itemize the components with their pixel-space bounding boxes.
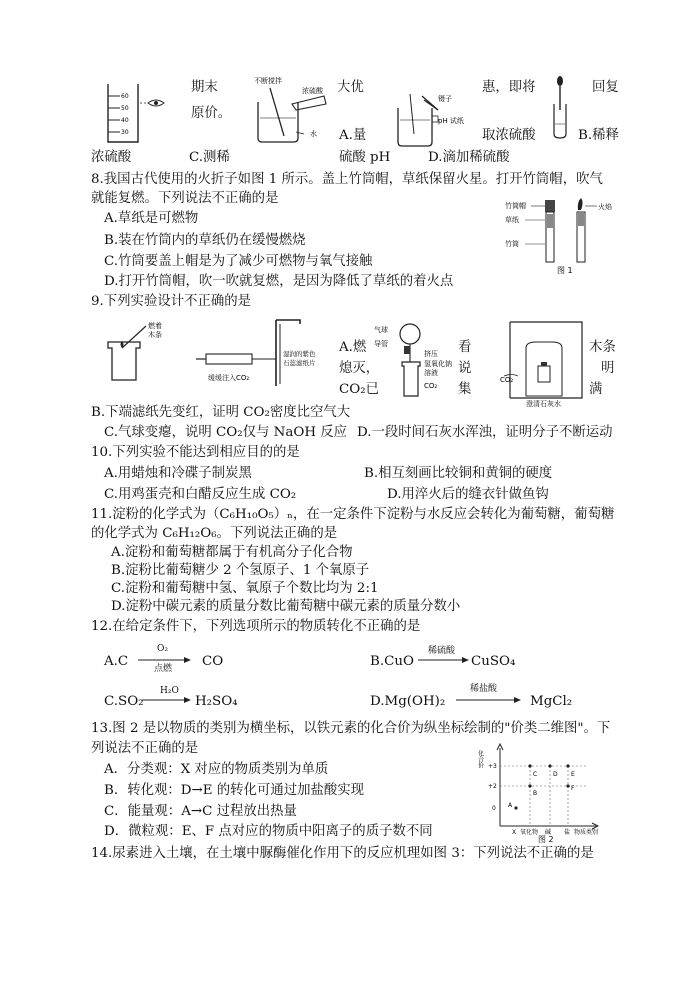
- point-b: B: [533, 790, 538, 797]
- q12-b-reactant: B.CuO: [370, 654, 414, 669]
- q7-option-b: B.稀释: [578, 128, 619, 143]
- q10-stem: 10.下列实验不能达到相应目的的是: [91, 445, 300, 460]
- q14-stem: 14.尿素进入土壤，在土壤中脲酶催化作用下的反应机理如图 3：下列说法不正确的是: [91, 846, 594, 861]
- q9-frag-a2: 熄灭，: [339, 361, 380, 376]
- water-label: 水: [310, 130, 317, 138]
- q9-frag-y1: 木条: [589, 340, 616, 355]
- q7-line2-c: C.测稀: [189, 150, 230, 165]
- balloon-naoh-figure: [374, 318, 458, 400]
- q12-a-arrow: [138, 656, 192, 664]
- q9-frag-a1: A.燃: [339, 340, 367, 355]
- q7-option-a: A.量: [339, 128, 367, 143]
- q7-fragment-5: 回复: [592, 80, 619, 95]
- q10-option-d: D.用淬火后的缝衣针做鱼钩: [387, 487, 549, 502]
- cyl-tick-50: 50: [121, 105, 129, 112]
- y-axis-title: 化合价: [476, 750, 484, 768]
- cyl-tick-60: 60: [121, 93, 129, 100]
- q12-c-reactant: C.SO₂: [104, 694, 144, 709]
- figure-2-caption: 图 2: [538, 835, 554, 844]
- q9-frag-x2: 说: [458, 361, 472, 376]
- q11-option-b: B.淀粉比葡萄糖少 2 个氢原子、1 个氧原子: [111, 563, 370, 578]
- limewater-diffusion-figure: [496, 318, 588, 408]
- co2-label-balloon: CO₂: [424, 382, 438, 390]
- ph-test-figure: [392, 90, 467, 148]
- q12-d-condition-top: 稀盐酸: [470, 684, 498, 694]
- q7-fragment-3: 大优: [337, 80, 364, 95]
- point-c: C: [533, 771, 538, 778]
- naoh-label-1: 氢氧化钠: [424, 360, 452, 368]
- q12-c-condition-top: H₂O: [160, 686, 179, 696]
- q8-option-c: C.竹筒要盖上帽是为了减少可燃物与氧气接触: [104, 254, 373, 269]
- q12-d-product: MgCl₂: [530, 694, 573, 709]
- flame-label: 火焰: [598, 203, 612, 211]
- q12-a-product: CO: [202, 654, 224, 669]
- q7-line2-d: D.滴加稀硫酸: [428, 150, 510, 165]
- syringe-litmus-figure: [196, 318, 336, 388]
- q8-option-d: D.打开竹筒帽，吹一吹就复燃，是因为降低了草纸的着火点: [104, 274, 454, 289]
- q12-b-condition-top: 稀硫酸: [428, 646, 456, 656]
- q8-option-a: A.草纸是可燃物: [104, 211, 199, 226]
- q7-fragment-4: 惠，即将: [482, 80, 536, 95]
- x-label-oxide: 氧化物: [520, 829, 539, 836]
- graduated-cylinder-figure: [100, 78, 175, 144]
- dropper-figure: [550, 74, 574, 140]
- q10-option-a: A.用蜡烛和冷碟子制炭黑: [104, 466, 252, 481]
- ph-paper-label: pH 试纸: [438, 117, 464, 125]
- q7-option-a-tail: 取浓硫酸: [482, 128, 536, 143]
- q10-option-c: C.用鸡蛋壳和白醋反应生成 CO₂: [104, 487, 297, 502]
- point-a: A: [508, 802, 513, 809]
- q13-stem-line1: 13.图 2 是以物质的类别为横坐标，以铁元素的化合价为纵坐标绘制的"价类二维图"。下: [91, 721, 611, 736]
- co2-label-box: CO₂: [500, 376, 514, 384]
- q9-option-d: D.一段时间石灰水浑浊，证明分子不断运动: [357, 425, 613, 440]
- q12-b-product: CuSO₄: [471, 654, 516, 669]
- tube-pipe-label: 导管: [374, 340, 388, 348]
- bottle-splint-figure: [100, 318, 180, 384]
- splint-label-2: 木条: [148, 331, 162, 339]
- q7-fragment-2: 原价。: [191, 106, 232, 121]
- squeeze-label: 挤压: [424, 350, 438, 358]
- q13-option-b: B．转化观：D→E 的转化可通过加盐酸实现: [104, 783, 365, 798]
- cap-label: 竹筒帽: [505, 202, 526, 210]
- figure-1-caption: 图 1: [557, 266, 573, 275]
- acid-label: 浓硫酸: [302, 87, 323, 95]
- q12-b-arrow: [418, 656, 470, 664]
- q9-frag-x3: 集: [458, 382, 472, 397]
- q9-stem: 9.下列实验设计不正确的是: [91, 294, 252, 309]
- paper-label: 草纸: [505, 216, 519, 224]
- q12-a-condition-bottom: 点燃: [154, 664, 173, 674]
- q7-line2-a: 浓硫酸: [91, 150, 132, 165]
- limewater-label: 澄清石灰水: [526, 400, 561, 408]
- y-tick-plus3: +3: [488, 763, 497, 770]
- q9-option-c: C.气球变瘪，说明 CO₂仅与 NaOH 反应: [104, 425, 348, 440]
- q11-stem-line2: 的化学式为 C₆H₁₂O₆。下列说法正确的是: [91, 526, 338, 541]
- q12-a-condition-top: O₂: [157, 644, 168, 654]
- q13-option-c: C．能量观：A→C 过程放出热量: [104, 804, 297, 819]
- q8-stem-line2: 就能复燃。下列说法不正确的是: [91, 191, 279, 206]
- naoh-label-2: 溶液: [424, 369, 438, 377]
- q9-frag-y3: 满: [589, 382, 603, 397]
- q12-a-reactant: A.C: [104, 654, 129, 669]
- point-f: F: [571, 785, 575, 792]
- x-label-base: 碱: [545, 829, 552, 836]
- cyl-tick-40: 40: [121, 117, 129, 124]
- valence-class-chart: [478, 742, 608, 842]
- x-label-x: X: [512, 829, 517, 836]
- q12-d-arrow: [456, 696, 522, 704]
- tube-label: 竹筒: [505, 240, 519, 248]
- q11-option-a: A.淀粉和葡萄糖都属于有机高分子化合物: [111, 545, 353, 560]
- inject-label: 缓缓注入CO₂: [208, 374, 250, 382]
- y-tick-zero: 0: [492, 805, 496, 812]
- q12-c-arrow: [142, 696, 192, 704]
- q11-option-c: C.淀粉和葡萄糖中氢、氧原子个数比均为 2:1: [111, 581, 379, 596]
- q9-frag-y2: 明: [601, 361, 615, 376]
- q11-option-d: D.淀粉中碳元素的质量分数比葡萄糖中碳元素的质量分数小: [111, 599, 461, 614]
- balloon-label: 气球: [374, 326, 388, 334]
- tweezers-label: 镊子: [438, 95, 452, 103]
- q9-frag-a3: CO₂已: [339, 382, 379, 397]
- y-tick-plus2: +2: [488, 783, 497, 790]
- q13-option-a: A．分类观：X 对应的物质类别为单质: [104, 762, 329, 777]
- q12-c-product: H₂SO₄: [195, 694, 238, 709]
- x-label-salt: 盐: [564, 829, 571, 836]
- point-e: E: [571, 771, 575, 778]
- q8-stem-line1: 8.我国古代使用的火折子如图 1 所示。盖上竹筒帽，草纸保留火星。打开竹筒帽，吹气: [91, 172, 603, 187]
- q12-stem: 12.在给定条件下，下列选项所示的物质转化不正确的是: [91, 619, 421, 634]
- q7-fragment-1: 期末: [191, 80, 218, 95]
- q13-stem-line2: 列说法不正确的是: [91, 741, 199, 756]
- q7-line2-c-tail: 硫酸 pH: [339, 150, 391, 165]
- q8-option-b: B.装在竹筒内的草纸仍在缓慢燃烧: [104, 233, 306, 248]
- q11-stem-line1: 11.淀粉的化学式为（C₆H₁₀O₅）ₙ，在一定条件下淀粉与水反应会转化为葡萄糖，葡萄糖: [91, 507, 615, 522]
- splint-label-1: 燃着: [148, 322, 162, 330]
- litmus-label-2: 石蕊滤纸片: [283, 359, 316, 367]
- q13-option-d: D．微粒观：E、F 点对应的物质中阳离子的质子数不同: [104, 824, 433, 839]
- fire-starter-figure: [505, 196, 625, 276]
- stir-label: 不断搅拌: [254, 77, 282, 85]
- q9-option-b: B.下端滤纸先变红，证明 CO₂密度比空气大: [91, 405, 351, 420]
- q10-option-b: B.相互刻画比较铜和黄铜的硬度: [364, 466, 553, 481]
- q9-frag-x1: 看: [458, 340, 472, 355]
- x-axis-title: 物质类别: [574, 829, 599, 836]
- q12-d-reactant: D.Mg(OH)₂: [370, 694, 446, 709]
- cyl-tick-30: 30: [121, 129, 129, 136]
- point-d: D: [553, 771, 558, 778]
- litmus-label-1: 湿润的紫色: [283, 350, 316, 358]
- dilution-figure: [250, 74, 340, 146]
